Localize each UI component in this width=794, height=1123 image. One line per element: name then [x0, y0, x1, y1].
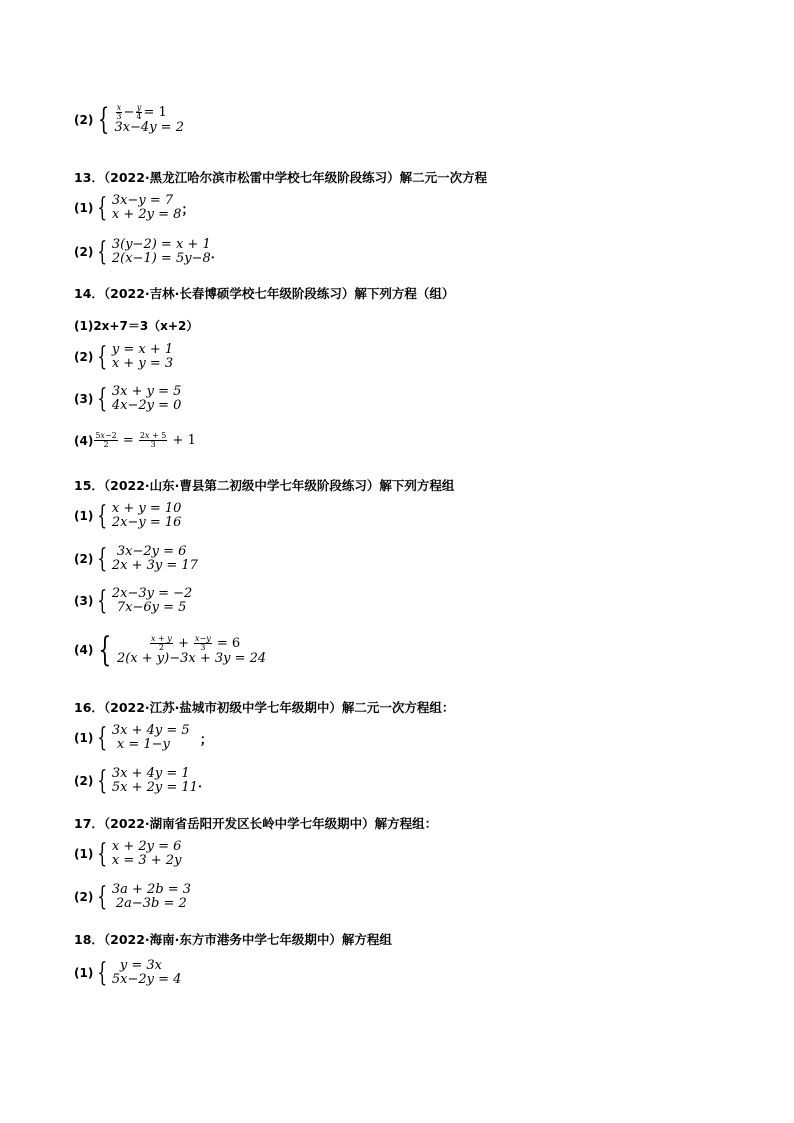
equation-system	[112, 238, 211, 266]
q14-part1	[74, 317, 198, 334]
q14-part4	[74, 432, 196, 449]
q17-part2	[74, 883, 191, 911]
equation: 2x−3y = −2	[111, 586, 193, 601]
equation: 3x−2y = 6	[116, 544, 187, 559]
equation-system	[112, 385, 182, 413]
part-label: (2)	[74, 245, 94, 259]
part-label: (2)	[74, 350, 94, 364]
question-13-title: 13．（2022·黑龙江哈尔滨市松雷中学校七年级阶段练习）解二元一次方程	[74, 170, 488, 185]
equation: 5x + 2y = 11	[111, 780, 198, 795]
equation-system	[114, 104, 184, 135]
equation: x + 2y = 6	[111, 839, 182, 854]
equation-system	[112, 587, 192, 615]
q15-part1	[74, 502, 181, 530]
equation: $\frac{5x-2}{2}$ = $\frac{2x + 5}{3}$ + 1	[95, 431, 196, 449]
equation: $\frac{x + y}{2}$ + $\frac{x-y}{3}$ = 6	[150, 633, 241, 652]
equation: x = 3 + 2y	[111, 853, 182, 868]
equation-system	[112, 959, 182, 987]
equation: 3a + 2b = 3	[111, 882, 192, 897]
part-label: (2)	[74, 890, 94, 904]
punctuation: ．	[210, 246, 224, 262]
part-label: (3)	[74, 392, 94, 406]
left-brace-icon: {	[97, 237, 108, 267]
q15-part3	[74, 587, 192, 615]
left-brace-icon: {	[98, 101, 110, 137]
q16-part1	[74, 724, 213, 752]
question-17-title: 17．（2022·湖南省岳阳开发区长岭中学七年级期中）解方程组：	[74, 816, 438, 831]
equation-system	[112, 502, 182, 530]
equation-system	[112, 767, 198, 795]
part-label: (2)	[74, 112, 94, 127]
left-brace-icon: {	[98, 630, 112, 670]
equation-system	[112, 883, 191, 911]
left-brace-icon: {	[97, 766, 108, 796]
part-label: (4)	[74, 433, 94, 448]
equation: 3x−y = 7	[111, 193, 174, 208]
equation: 3x + y = 5	[111, 384, 182, 399]
equation: 2x−y = 16	[111, 515, 182, 530]
question-18-title: 18．（2022·海南·东方市港务中学七年级期中）解方程组	[74, 932, 392, 947]
q17-part1	[74, 840, 181, 868]
q13-part1	[74, 194, 194, 222]
equation-system	[112, 343, 173, 371]
equation: 4x−2y = 0	[111, 398, 182, 413]
q15-part2	[74, 545, 198, 573]
part-label: (1)	[74, 201, 94, 215]
question-14-title: 14．（2022·吉林·长春博硕学校七年级阶段练习）解下列方程（组）	[74, 286, 455, 301]
equation: $\frac{x}{3}$ − $\frac{y}{4}$ = 1	[116, 103, 167, 121]
left-brace-icon: {	[97, 193, 108, 223]
part-label: (1)	[74, 318, 94, 333]
equation-system	[112, 545, 198, 573]
part-label: (1)	[74, 966, 94, 980]
equation: 7x−6y = 5	[116, 600, 187, 615]
equation: 3(y−2) = x + 1	[111, 237, 211, 252]
punctuation: ．	[197, 775, 211, 791]
part-label: (1)	[74, 847, 94, 861]
equation: 5x−2y = 4	[111, 972, 182, 987]
part-label: (2)	[74, 774, 94, 788]
left-brace-icon: {	[97, 958, 108, 988]
left-brace-icon: {	[97, 723, 108, 753]
q14-part2	[74, 343, 173, 371]
equation: 2(x−1) = 5y−8	[111, 251, 211, 266]
part-label: (2)	[74, 552, 94, 566]
part-label: (1)	[74, 731, 94, 745]
left-brace-icon: {	[97, 882, 108, 912]
left-brace-icon: {	[97, 384, 108, 414]
q16-part2	[74, 767, 211, 795]
equation: x + 2y = 8	[111, 207, 182, 222]
q18-part1	[74, 959, 181, 987]
part-label: (1)	[74, 509, 94, 523]
q13-part2	[74, 238, 224, 266]
equation: 2(x + y)−3x + 3y = 24	[116, 650, 267, 666]
equation: x = 1−y	[116, 737, 170, 752]
left-brace-icon: {	[97, 586, 108, 616]
punctuation: ；	[199, 732, 213, 748]
equation: 3x−4y = 2	[114, 120, 184, 135]
left-brace-icon: {	[97, 342, 108, 372]
equation: x + y = 3	[111, 356, 174, 371]
equation-system	[112, 840, 182, 868]
left-brace-icon: {	[97, 839, 108, 869]
equation: 2a−3b = 2	[115, 896, 187, 911]
q15-part4	[74, 630, 267, 670]
equation: 2x + 3y = 17	[111, 558, 198, 573]
equation: y = 3x	[119, 958, 162, 973]
question-15-title: 15．（2022·山东·曹县第二初级中学七年级阶段练习）解下列方程组	[74, 478, 455, 493]
equation-system	[117, 635, 266, 666]
part-label: (4)	[74, 643, 94, 657]
equation: 3x + 4y = 1	[111, 766, 190, 781]
equation-system	[112, 194, 182, 222]
question-16-title: 16．（2022·江苏·盐城市初级中学七年级期中）解二元一次方程组：	[74, 700, 455, 715]
punctuation: ；	[181, 202, 195, 218]
equation-system	[112, 724, 190, 752]
left-brace-icon: {	[97, 544, 108, 574]
part-label: (3)	[74, 594, 94, 608]
left-brace-icon: {	[97, 501, 108, 531]
equation: 2x+7＝3（x+2）	[93, 319, 199, 333]
equation: 3x + 4y = 5	[111, 723, 190, 738]
q12-part2	[74, 101, 184, 137]
q14-part3	[74, 385, 181, 413]
equation: x + y = 10	[111, 501, 182, 516]
equation: y = x + 1	[111, 342, 174, 357]
